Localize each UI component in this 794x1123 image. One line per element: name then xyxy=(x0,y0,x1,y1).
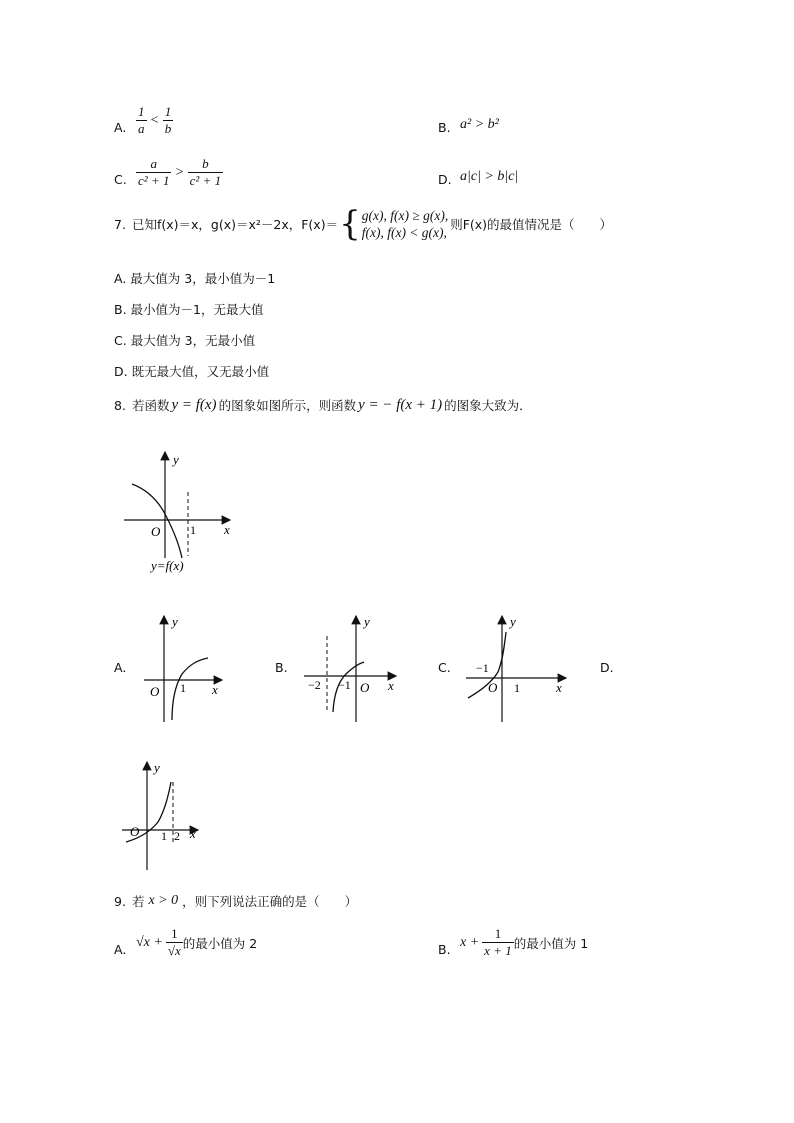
origin-label: O xyxy=(151,524,161,539)
q8-text-2: 的图象如图所示，则函数 xyxy=(218,398,357,413)
q6-option-c-expr xyxy=(136,156,223,189)
tick-neg2: −2 xyxy=(308,678,321,692)
graph-c xyxy=(462,612,572,726)
x-label: x xyxy=(212,682,218,697)
q6-option-c-label: C. xyxy=(114,172,127,187)
q9-text-1: 若 xyxy=(131,894,145,909)
q7-option-d: D. 既无最大值，又无最小值 xyxy=(114,364,270,379)
curve xyxy=(132,484,182,558)
graph-a xyxy=(138,612,228,726)
q9-stem xyxy=(114,892,357,910)
origin-label: O xyxy=(150,684,160,699)
question-number: 7. xyxy=(114,216,126,232)
case-1: g(x), f(x) ≥ g(x), xyxy=(361,208,449,223)
option-text: 的最小值为 2 xyxy=(182,935,258,951)
origin-label: O xyxy=(360,680,370,695)
origin-label: O xyxy=(130,824,140,839)
expr-prefix: x + xyxy=(460,934,480,950)
y-label: y xyxy=(510,614,516,629)
q6-option-b-label: B. xyxy=(438,120,451,135)
fraction: $\frac{1}{a}$ xyxy=(138,104,145,136)
q9-condition: x > 0 xyxy=(148,893,179,908)
graph-d xyxy=(118,758,208,872)
graph-b-label: B. xyxy=(275,660,288,675)
tick-neg1: −1 xyxy=(338,678,351,692)
q6-option-b-expr: a² > b² xyxy=(460,117,499,132)
q7-tail: 则F(x)的最值情况是（ ） xyxy=(450,217,613,232)
question-number: 9. xyxy=(114,893,126,909)
y-label: y xyxy=(173,452,179,467)
tick-1: 1 xyxy=(514,681,520,695)
q7-option-b: B. 最小值为－1，无最大值 xyxy=(114,302,264,317)
case-2: f(x), f(x) < g(x), xyxy=(361,225,447,240)
q9-option-a-label: A. xyxy=(114,942,127,957)
expr-prefix: √x + xyxy=(136,934,163,950)
origin-label: O xyxy=(488,680,498,695)
left-brace: { xyxy=(339,204,361,244)
tick-neg1: −1 xyxy=(476,661,489,675)
q6-option-d-expr: a|c| > b|c| xyxy=(460,169,519,184)
caption: y=f(x) xyxy=(151,558,184,573)
operator: < xyxy=(150,113,159,128)
graph-a-label: A. xyxy=(114,660,127,675)
q8-text-3: 的图象大致为． xyxy=(444,398,532,413)
tick-1: 1 xyxy=(161,829,167,843)
q8-text-1: 若函数 xyxy=(131,398,170,413)
x-label: x xyxy=(556,680,562,695)
q9-option-b-label: B. xyxy=(438,942,451,957)
tick-2: 2 xyxy=(174,829,180,843)
fraction: $\frac{a}{\text{c² + 1}}$ xyxy=(138,156,170,188)
q7-stem xyxy=(114,204,613,244)
curve xyxy=(172,658,208,720)
y-label: y xyxy=(172,614,178,629)
q7-lead: 已知f(x)＝x，g(x)＝x²－2x，F(x)＝ xyxy=(131,217,339,232)
main-graph xyxy=(118,448,248,578)
q9-option-b-expr xyxy=(460,926,588,959)
operator: > xyxy=(175,165,184,180)
x-label: x xyxy=(388,678,394,693)
y-label: y xyxy=(364,614,370,629)
fraction: $\frac{1}{√x}$ xyxy=(167,926,181,958)
graph-c-label: C. xyxy=(438,660,451,675)
q9-option-a-expr xyxy=(136,926,257,959)
x-label: x xyxy=(190,826,196,841)
x-label: x xyxy=(224,522,230,537)
fraction: $\frac{b}{\text{c² + 1}}$ xyxy=(189,156,222,188)
tick-1: 1 xyxy=(190,523,196,537)
fraction: $\frac{1}{x + 1}$ xyxy=(484,926,512,958)
q8-formula-2: y = − f(x + 1) xyxy=(358,396,443,413)
q8-stem xyxy=(114,396,532,414)
graph-d-label: D. xyxy=(600,660,614,675)
y-label: y xyxy=(154,760,160,775)
tick-1: 1 xyxy=(180,681,186,695)
q7-option-c: C. 最大值为 3，无最小值 xyxy=(114,333,256,348)
q9-text-2: ，则下列说法正确的是（ ） xyxy=(182,894,358,909)
q7-option-a: A. 最大值为 3，最小值为－1 xyxy=(114,271,276,286)
q7-cases xyxy=(362,207,448,241)
fraction: $\frac{1}{b}$ xyxy=(164,104,172,136)
graph-b xyxy=(300,612,402,726)
option-text: 的最小值为 1 xyxy=(513,935,589,951)
question-number: 8. xyxy=(114,397,126,413)
q8-formula-1: y = f(x) xyxy=(171,396,217,413)
q6-option-a-label: A. xyxy=(114,120,127,135)
q6-option-a-expr xyxy=(136,104,173,137)
q6-option-d-label: D. xyxy=(438,172,452,187)
